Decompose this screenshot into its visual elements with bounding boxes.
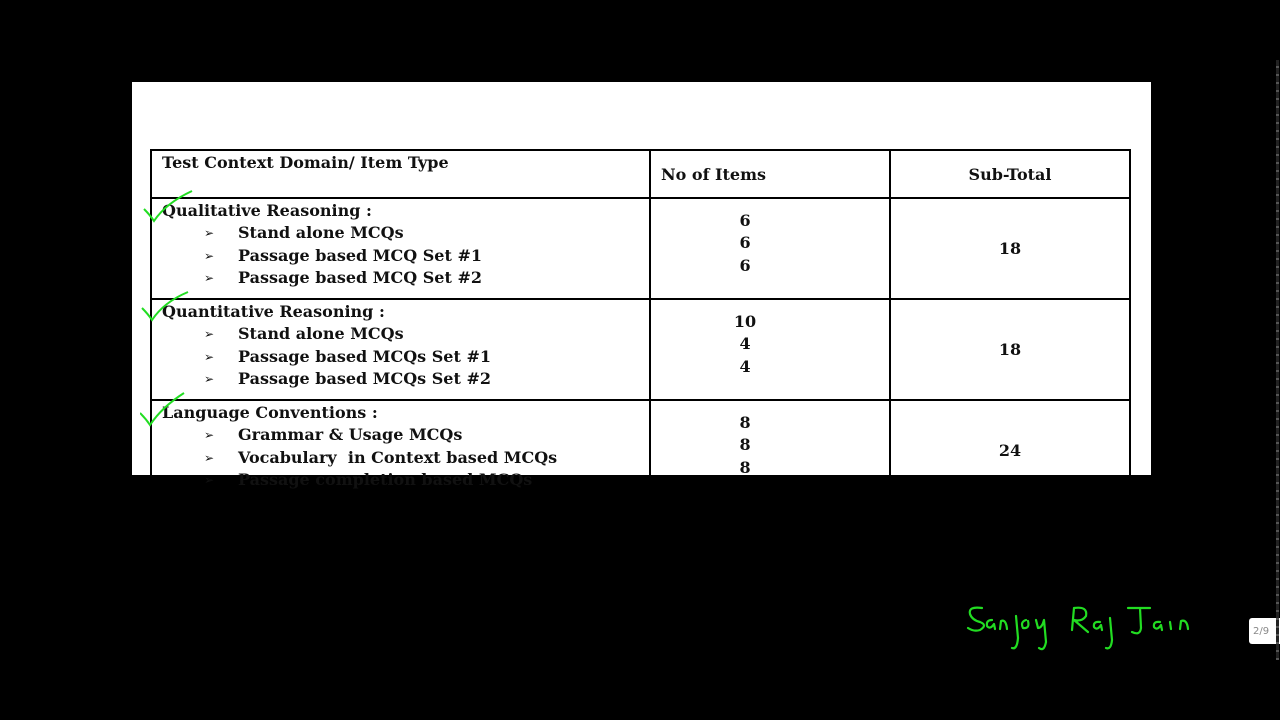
count-cell xyxy=(650,299,890,400)
item-count: 4 xyxy=(739,334,751,354)
domain-title: Language Conventions : xyxy=(162,403,378,422)
table-header-row xyxy=(151,150,1130,198)
domain-cell xyxy=(151,299,650,400)
item-count: 10 xyxy=(733,312,757,331)
count-cell xyxy=(650,198,890,299)
header-no-of-items: No of Items xyxy=(650,150,890,198)
page-indicator: 2/9 xyxy=(1249,618,1280,644)
arrow-bullet-icon: ➢ xyxy=(204,428,215,443)
domain-cell xyxy=(151,198,650,299)
arrow-bullet-icon: ➢ xyxy=(204,371,215,386)
table-row-quantitative xyxy=(151,299,1130,400)
subtotal-cell: 24 xyxy=(890,400,1130,501)
arrow-bullet-icon: ➢ xyxy=(204,226,215,241)
list-item: ➢ Vocabulary in Context based MCQs xyxy=(162,447,649,469)
list-item: ➢ Passage based MCQ Set #1 xyxy=(162,245,649,267)
domain-title: Quantitative Reasoning : xyxy=(162,302,385,321)
arrow-bullet-icon: ➢ xyxy=(204,270,215,285)
list-item: ➢ Passage based MCQs Set #1 xyxy=(162,346,649,368)
item-count: 8 xyxy=(739,435,751,455)
domain-title: Qualitative Reasoning : xyxy=(162,201,372,220)
arrow-bullet-icon: ➢ xyxy=(204,349,215,364)
header-domain: Test Context Domain/ Item Type xyxy=(151,150,650,198)
window-edge xyxy=(1276,60,1279,660)
item-count: 6 xyxy=(739,233,751,253)
subtotal-cell: 18 xyxy=(890,198,1130,299)
document-page xyxy=(132,82,1151,489)
handwritten-signature xyxy=(960,598,1220,658)
arrow-bullet-icon: ➢ xyxy=(204,327,215,342)
header-sub-total: Sub-Total xyxy=(890,150,1130,198)
list-item: ➢ Passage based MCQ Set #2 xyxy=(162,267,649,289)
arrow-bullet-icon: ➢ xyxy=(204,472,215,487)
domain-cell xyxy=(151,400,650,501)
list-item: ➢ Passage based MCQs Set #2 xyxy=(162,368,649,390)
subtotal-cell: 18 xyxy=(890,299,1130,400)
arrow-bullet-icon: ➢ xyxy=(204,450,215,465)
list-item: ➢ Stand alone MCQs xyxy=(162,222,649,244)
item-count: 6 xyxy=(739,211,751,230)
item-count: 8 xyxy=(739,413,751,432)
arrow-bullet-icon: ➢ xyxy=(204,248,215,263)
item-count: 4 xyxy=(739,356,751,376)
list-item: ➢ Grammar & Usage MCQs xyxy=(162,424,649,446)
table-row-qualitative xyxy=(151,198,1130,299)
list-item: ➢ Stand alone MCQs xyxy=(162,323,649,345)
item-count: 6 xyxy=(739,255,751,275)
item-distribution-table xyxy=(150,149,1131,502)
item-count: 8 xyxy=(739,457,751,477)
count-cell xyxy=(650,400,890,501)
list-item: ➢ Passage completion based MCQs xyxy=(162,469,649,491)
table-row-language xyxy=(151,400,1130,501)
